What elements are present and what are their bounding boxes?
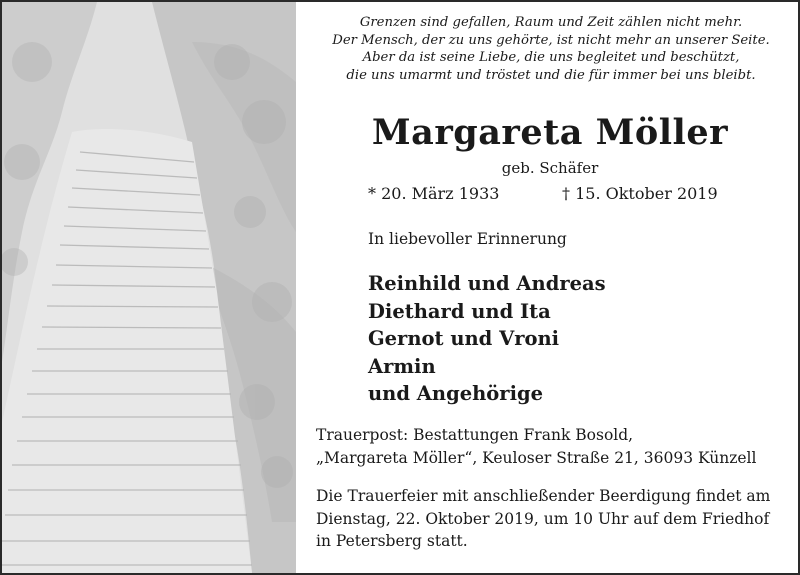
- mail-line: „Margareta Möller“, Keuloser Straße 21, 36093 Künzell: [316, 448, 757, 467]
- deceased-name: Margareta Möller: [371, 112, 729, 153]
- birth-date: * 20. März 1933: [368, 184, 500, 203]
- ceremony-line: in Petersberg statt.: [316, 532, 468, 550]
- birth-name: geb. Schäfer: [501, 159, 599, 177]
- poem-line: die uns umarmt und tröstet und die für immer bei uns bleibt.: [346, 67, 756, 83]
- poem-line: Grenzen sind gefallen, Raum und Zeit zählen nicht mehr.: [359, 15, 743, 30]
- mourner: und Angehörige: [368, 382, 544, 405]
- memory-line: In liebevoller Erinnerung: [368, 230, 567, 248]
- poem-line: Aber da ist seine Liebe, die uns begleitet und beschützt,: [362, 50, 740, 65]
- mourner: Reinhild und Andreas: [368, 272, 606, 295]
- ceremony-line: Die Trauerfeier mit anschließender Beerdigung findet am: [316, 487, 771, 505]
- mail-line: Trauerpost: Bestattungen Frank Bosold,: [316, 426, 634, 444]
- death-date: † 15. Oktober 2019: [562, 184, 718, 203]
- mourner: Gernot und Vroni: [368, 327, 560, 350]
- mourner: Diethard und Ita: [368, 299, 551, 323]
- ceremony-line: Dienstag, 22. Oktober 2019, um 10 Uhr auf dem Friedhof: [316, 509, 770, 528]
- mourner: Armin: [368, 354, 436, 378]
- poem-line: Der Mensch, der zu uns gehörte, ist nicht mehr an unserer Seite.: [332, 32, 770, 48]
